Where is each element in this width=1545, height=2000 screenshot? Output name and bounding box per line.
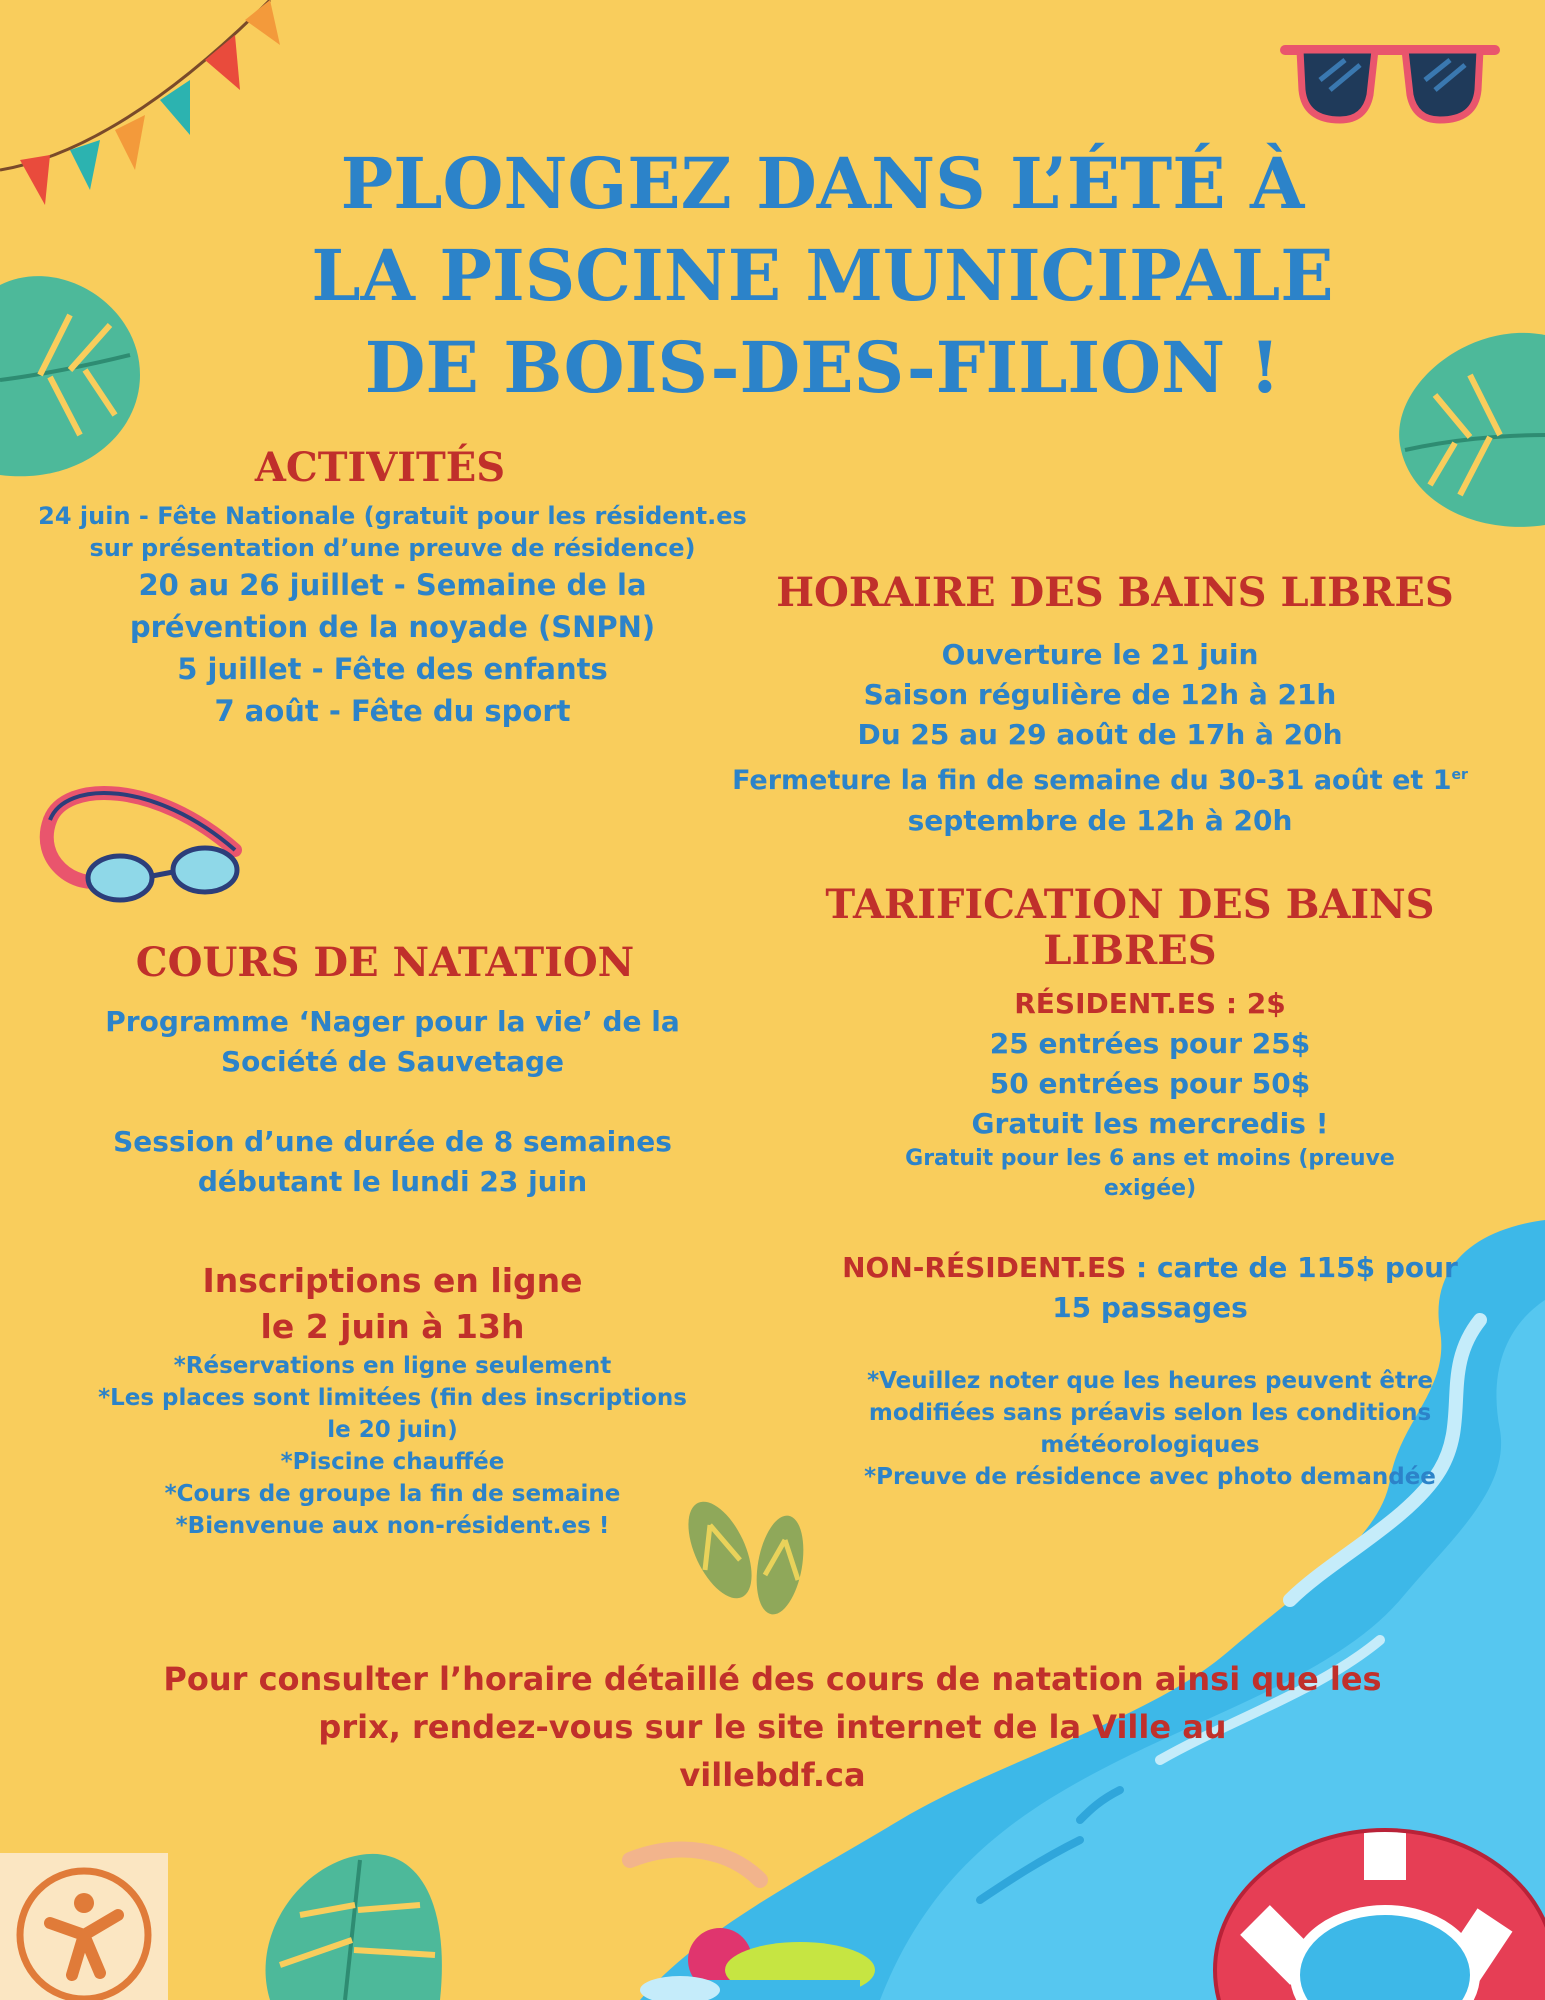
horaire-body <box>690 635 1510 841</box>
note-item: météorologiques <box>1040 1432 1260 1458</box>
horaire-closing-text: Fermeture la fin de semaine du 30-31 août et 1 <box>732 765 1452 796</box>
footer-line: Pour consulter l’horaire détaillé des cours de natation ainsi que les <box>163 1660 1382 1698</box>
cours-text: Session d’une durée de 8 semaines <box>113 1125 672 1158</box>
monstera-leaf-icon <box>0 265 145 485</box>
horaire-line: Saison régulière de 12h à 21h <box>863 678 1337 711</box>
horaire-line: Ouverture le 21 juin <box>941 638 1259 671</box>
sunglasses-icon <box>1280 35 1500 130</box>
nonresident-label: NON-RÉSIDENT.ES <box>842 1251 1127 1284</box>
resident-label: RÉSIDENT.ES : 2$ <box>1014 987 1286 1020</box>
note-item: *Preuve de résidence avec photo demandée <box>864 1464 1436 1490</box>
nonresident-block <box>760 1248 1540 1328</box>
title-line-2: LA PISCINE MUNICIPALE <box>311 234 1334 317</box>
tarif-heading-line: LIBRES <box>1043 927 1217 974</box>
tarif-line: Gratuit pour les 6 ans et moins (preuve <box>905 1146 1395 1171</box>
superscript: er <box>1451 767 1468 783</box>
horaire-heading: HORAIRE DES BAINS LIBRES <box>776 569 1454 616</box>
cours-heading: COURS DE NATATION <box>135 939 635 986</box>
tarif-body <box>760 984 1540 1204</box>
cours-body <box>40 1002 745 1202</box>
spacer <box>40 1082 745 1122</box>
tarif-line: exigée) <box>1103 1176 1197 1201</box>
list-item: 7 août - Fête du sport <box>214 694 571 728</box>
cours-text: Société de Sauvetage <box>220 1045 565 1078</box>
nonresident-text-2: 15 passages <box>1052 1291 1248 1324</box>
note-item: *Cours de groupe la fin de semaine <box>164 1481 621 1507</box>
footer-text <box>40 1655 1505 1799</box>
cours-text: débutant le lundi 23 juin <box>197 1165 588 1198</box>
city-logo-icon <box>0 1853 168 2000</box>
activites-list <box>0 500 785 732</box>
inscriptions-line: Inscriptions en ligne <box>202 1261 583 1300</box>
inscriptions-block <box>40 1258 745 1350</box>
list-item: sur présentation d’une preuve de résidence) <box>89 534 696 562</box>
page-title <box>190 138 1455 414</box>
footer-line: prix, rendez-vous sur le site internet de la Ville au <box>318 1708 1227 1746</box>
horaire-line: Du 25 au 29 août de 17h à 20h <box>857 718 1343 751</box>
activites-heading: ACTIVITÉS <box>254 444 506 491</box>
city-logo <box>0 1853 168 2000</box>
horaire-line-closing <box>690 755 1510 801</box>
note-item: le 20 juin) <box>327 1417 458 1443</box>
note-item: modifiées sans préavis selon les conditions <box>868 1400 1432 1426</box>
horaire-line: septembre de 12h à 20h <box>907 804 1293 837</box>
tarif-line: 50 entrées pour 50$ <box>989 1067 1311 1100</box>
life-ring-icon <box>1195 1810 1545 2000</box>
title-line-1: PLONGEZ DANS L’ÉTÉ À <box>340 142 1305 225</box>
website-link[interactable]: villebdf.ca <box>679 1756 866 1794</box>
swimmer-icon <box>620 1830 920 2000</box>
title-line-3: DE BOIS-DES-FILION ! <box>364 326 1281 409</box>
note-item: *Bienvenue aux non-résident.es ! <box>175 1513 610 1539</box>
tarif-line: Gratuit les mercredis ! <box>971 1107 1329 1140</box>
monstera-leaf-icon <box>250 1845 450 2000</box>
tarif-notes <box>770 1365 1530 1493</box>
inscriptions-line: le 2 juin à 13h <box>260 1307 525 1346</box>
cours-text: Programme ‘Nager pour la vie’ de la <box>105 1005 680 1038</box>
nonresident-text: : carte de 115$ pour <box>1126 1251 1458 1284</box>
note-item: *Piscine chauffée <box>280 1449 505 1475</box>
list-item: 20 au 26 juillet - Semaine de la <box>138 568 647 602</box>
list-item: prévention de la noyade (SNPN) <box>129 610 656 644</box>
note-item: *Les places sont limitées (fin des inscriptions <box>98 1385 687 1411</box>
note-item: *Veuillez noter que les heures peuvent être <box>867 1368 1433 1394</box>
cours-notes <box>20 1350 765 1542</box>
goggles-icon <box>35 780 250 910</box>
list-item: 5 juillet - Fête des enfants <box>177 652 608 686</box>
tarif-heading <box>750 882 1510 974</box>
list-item: 24 juin - Fête Nationale (gratuit pour les résident.es <box>38 502 747 530</box>
tarif-line: 25 entrées pour 25$ <box>989 1027 1311 1060</box>
note-item: *Réservations en ligne seulement <box>173 1353 612 1379</box>
tarif-heading-line: TARIFICATION DES BAINS <box>825 881 1435 928</box>
